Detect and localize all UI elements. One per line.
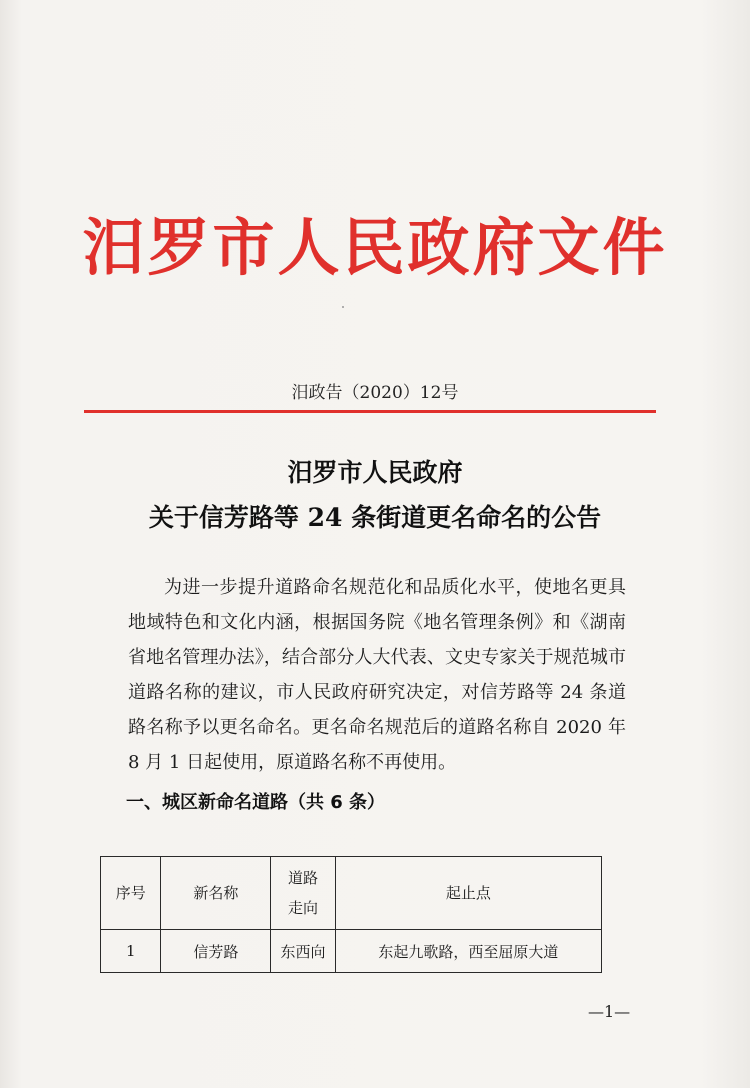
red-divider	[84, 410, 656, 413]
section-heading: 一、城区新命名道路（共 6 条）	[126, 792, 386, 813]
document-number: 汨政告（2020）12号	[291, 383, 459, 403]
page-number: —1—	[588, 1002, 631, 1021]
header-endpoints: 起止点	[335, 857, 601, 930]
header-direction	[271, 857, 335, 930]
row-name: 信芳路	[161, 930, 271, 973]
table-row	[101, 930, 602, 973]
header-direction-line1: 道路	[288, 869, 319, 887]
header-name: 新名称	[161, 857, 271, 930]
table-header-row	[101, 857, 602, 930]
body-paragraph: 为进一步提升道路命名规范化和品质化水平，使地名更具地域特色和文化内涵，根据国务院《地名管理条例》和《湖南省地名管理办法》，结合部分人大代表、文史专家关于规范城市道路名称的建议，市人民政府研究决定，对信芳路等 24 条道路名称予以更名命名。更名命名规范后的道路名称自 2020 年 8 月 1 日起使用，原道路名称不再使用。	[128, 577, 626, 773]
issuer-banner: 汨罗市人民政府文件	[82, 211, 668, 284]
row-endpoints: 东起九歌路，西至屈原大道	[335, 930, 601, 973]
road-table	[100, 856, 602, 973]
row-direction: 东西向	[271, 930, 335, 973]
header-index: 序号	[101, 857, 161, 930]
title-line-1: 汨罗市人民政府	[287, 458, 463, 487]
header-direction-line2: 走向	[288, 899, 319, 917]
title-line-2: 关于信芳路等 24 条街道更名命名的公告	[148, 503, 602, 532]
row-index: 1	[101, 930, 161, 973]
scan-speck	[342, 306, 344, 308]
